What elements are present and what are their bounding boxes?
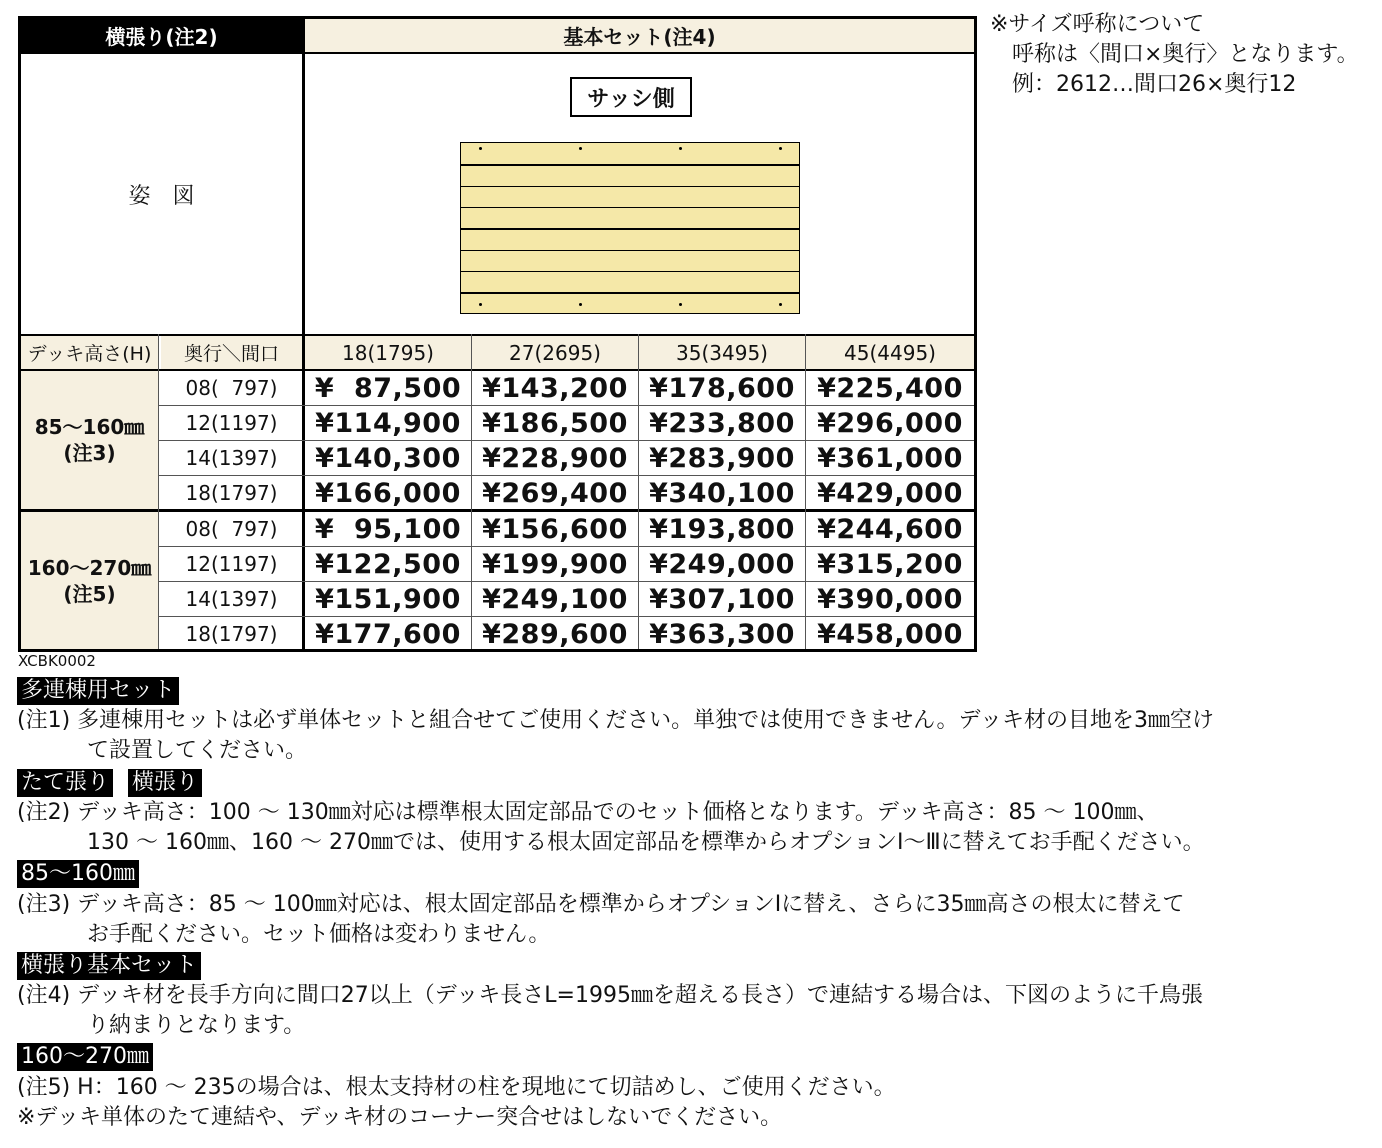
note-4-line1: (注4) デッキ材を長手方向に間口27以上（デッキ長さL=1995㎜を超える長さ）で連結する場合は、下図のように千鳥張 — [17, 983, 1203, 1008]
note-1-line2: て設置してください。 — [87, 738, 308, 763]
size-note-title: ※サイズ呼称について — [990, 12, 1205, 37]
tag-vertical: たて張り — [17, 769, 113, 797]
price-cell: ¥166,000 — [315, 477, 461, 509]
price-cell: ¥225,400 — [817, 372, 963, 404]
price-cell: ¥ 95,100 — [314, 513, 462, 545]
header-right: 基本セット(注4) — [305, 19, 974, 52]
height-group-2 — [21, 512, 158, 649]
width-header: 35(3495) — [639, 336, 805, 369]
price-cell: ¥269,400 — [482, 477, 628, 509]
width-header: 27(2695) — [472, 336, 638, 369]
price-cell: ¥199,900 — [482, 548, 628, 580]
tag-85-160: 85〜160㎜ — [17, 860, 139, 888]
tag-multi-set: 多連棟用セット — [17, 677, 179, 705]
height-column-header: デッキ高さ(H) — [21, 336, 158, 369]
price-cell: ¥140,300 — [315, 442, 461, 474]
width-header: 45(4495) — [806, 336, 974, 369]
price-cell: ¥340,100 — [649, 477, 795, 509]
note-2-line1: (注2) デッキ高さ：100 〜 130㎜対応は標準根太固定部品でのセット価格となります。デッキ高さ：85 〜 100㎜、 — [17, 800, 1159, 825]
depth-label: 14(1397) — [185, 446, 278, 470]
price-cell: ¥177,600 — [315, 618, 461, 650]
catalog-code: XCBK0002 — [18, 652, 96, 670]
note-3-line2: お手配ください。セット価格は変わりません。 — [87, 922, 551, 947]
note-5-line1: (注5) H：160 〜 235の場合は、根太支持材の柱を現地にて切詰めし、ご使用ください。 — [17, 1075, 896, 1100]
height-range: 85〜160㎜ — [34, 415, 145, 439]
height-group-1 — [21, 371, 158, 509]
price-cell: ¥315,200 — [817, 548, 963, 580]
price-cell: ¥307,100 — [649, 583, 795, 615]
note-1-line1: (注1) 多連棟用セットは必ず単体セットと組合せてご使用ください。単独では使用できません。デッキ材の目地を3㎜空け — [17, 708, 1215, 733]
price-table — [18, 16, 977, 652]
price-cell: ¥458,000 — [817, 618, 963, 650]
price-cell: ¥156,600 — [482, 513, 628, 545]
price-cell: ¥289,600 — [482, 618, 628, 650]
price-cell: ¥283,900 — [649, 442, 795, 474]
price-cell: ¥233,800 — [649, 407, 795, 439]
header-left: 横張り(注2) — [21, 19, 302, 52]
tag-160-270: 160〜270㎜ — [17, 1043, 153, 1071]
depth-label: 12(1197) — [185, 411, 278, 435]
price-cell: ¥186,500 — [482, 407, 628, 439]
note-2-line2: 130 〜 160㎜、160 〜 270㎜では、使用する根太固定部品を標準からオプションⅠ〜Ⅲに替えてお手配ください。 — [87, 830, 1205, 855]
depth-label: 14(1397) — [185, 587, 278, 611]
price-cell: ¥122,500 — [315, 548, 461, 580]
price-cell: ¥363,300 — [649, 618, 795, 650]
note-3-line1: (注3) デッキ高さ：85 〜 100㎜対応は、根太固定部品を標準からオプションⅠに替え、さらに35㎜高さの根太に替えて — [17, 892, 1185, 917]
price-cell: ¥114,900 — [315, 407, 461, 439]
depth-label: 12(1197) — [185, 552, 278, 576]
price-cell: ¥429,000 — [817, 477, 963, 509]
height-note: (注5) — [63, 581, 116, 606]
price-cell: ¥249,000 — [649, 548, 795, 580]
price-cell: ¥390,000 — [817, 583, 963, 615]
price-cell: ¥178,600 — [649, 372, 795, 404]
tag-horizontal: 横張り — [128, 769, 202, 797]
tag-horizontal-basic: 横張り基本セット — [17, 952, 201, 980]
price-cell: ¥143,200 — [482, 372, 628, 404]
depth-width-header: 奥行＼間口 — [161, 336, 302, 369]
depth-label: 08( 797) — [185, 376, 278, 400]
depth-label: 08( 797) — [185, 517, 278, 541]
depth-label: 18(1797) — [185, 481, 278, 505]
price-cell: ¥ 87,500 — [314, 372, 462, 404]
price-cell: ¥228,900 — [482, 442, 628, 474]
price-cell: ¥244,600 — [817, 513, 963, 545]
figure-label: 姿 図 — [128, 183, 195, 209]
size-note-example: 例：2612…間口26×奥行12 — [1012, 72, 1297, 97]
depth-label: 18(1797) — [185, 622, 278, 646]
width-header: 18(1795) — [305, 336, 471, 369]
price-cell: ¥249,100 — [482, 583, 628, 615]
note-6-line1: ※デッキ単体のたて連結や、デッキ材のコーナー突合せはしないでください。 — [17, 1105, 783, 1130]
price-cell: ¥296,000 — [817, 407, 963, 439]
size-note-line: 呼称は〈間口×奥行〉となります。 — [1012, 42, 1359, 67]
height-note: (注3) — [63, 441, 116, 465]
sash-side-label: サッシ側 — [570, 77, 692, 117]
deck-board-drawing — [460, 142, 800, 314]
price-cell: ¥361,000 — [817, 442, 963, 474]
deck-figure — [305, 54, 974, 334]
price-cell: ¥151,900 — [315, 583, 461, 615]
height-range: 160〜270㎜ — [27, 555, 152, 580]
note-4-line2: り納まりとなります。 — [87, 1013, 306, 1038]
price-cell: ¥193,800 — [649, 513, 795, 545]
